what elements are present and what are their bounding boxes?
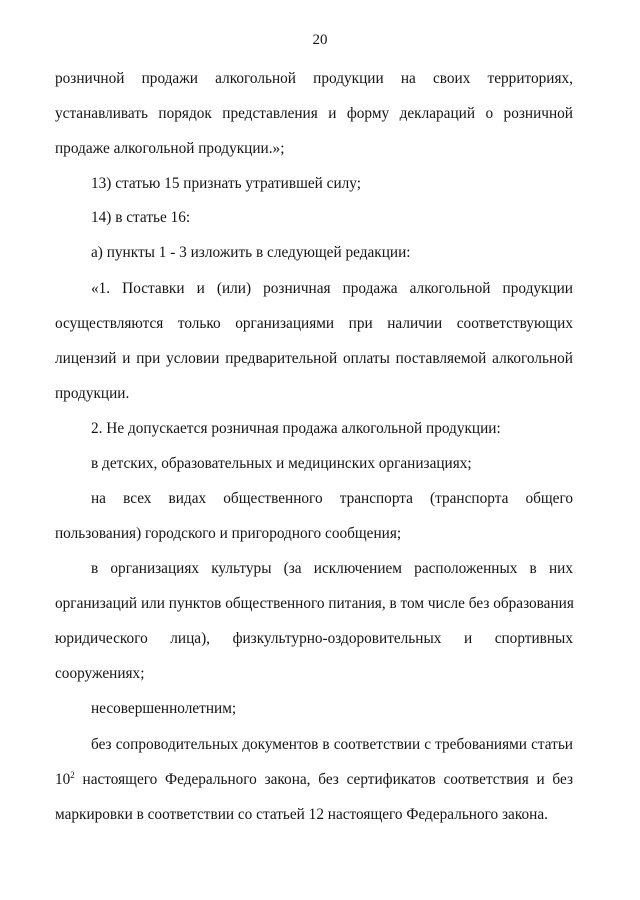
text-line: 2. Не допускается розничная продажа алкогольной продукции:: [91, 420, 501, 437]
text-line: без сопроводительных документов в соответствии с требованиями статьи: [91, 736, 573, 753]
text-line: пользования) городского и пригородного сообщения;: [55, 525, 402, 542]
text-line: в детских, образовательных и медицинских организациях;: [91, 455, 472, 472]
text-line: организаций или пунктов общественного питания, в том числе без образования: [55, 595, 574, 612]
text-fragment: настоящего Федерального закона, без сертификатов соответствия и без: [74, 771, 573, 788]
text-line: маркировки в соответствии со статьей 12 настоящего Федерального закона.: [55, 806, 548, 823]
text-line: на всех видах общественного транспорта (транспорта общего: [91, 490, 573, 507]
superscript: 2: [70, 770, 75, 780]
text-line: устанавливать порядок представления и форму деклараций о розничной: [55, 105, 573, 122]
text-line: продаже алкогольной продукции.»;: [55, 140, 285, 157]
superscript-base: 10: [55, 771, 71, 788]
text-line: 14) в статье 16:: [91, 209, 191, 226]
text-line: [55, 771, 573, 790]
text-line: в организациях культуры (за исключением расположенных в них: [91, 560, 573, 577]
text-line: осуществляются только организациями при наличии соответствующих: [55, 315, 573, 332]
text-line: розничной продажи алкогольной продукции на своих территориях,: [55, 70, 573, 87]
text-line: сооружениях;: [55, 665, 145, 682]
text-line: 13) статью 15 признать утратившей силу;: [91, 175, 361, 192]
text-line: «1. Поставки и (или) розничная продажа алкогольной продукции: [91, 280, 573, 297]
text-line: юридического лица), физкультурно-оздоровительных и спортивных: [55, 630, 573, 647]
text-line: несовершеннолетним;: [91, 700, 237, 717]
text-line: а) пункты 1 - 3 изложить в следующей редакции:: [91, 244, 411, 261]
text-line: лицензий и при условии предварительной оплаты поставляемой алкогольной: [55, 350, 573, 367]
page-number: 20: [312, 32, 328, 48]
text-line: продукции.: [55, 385, 130, 402]
